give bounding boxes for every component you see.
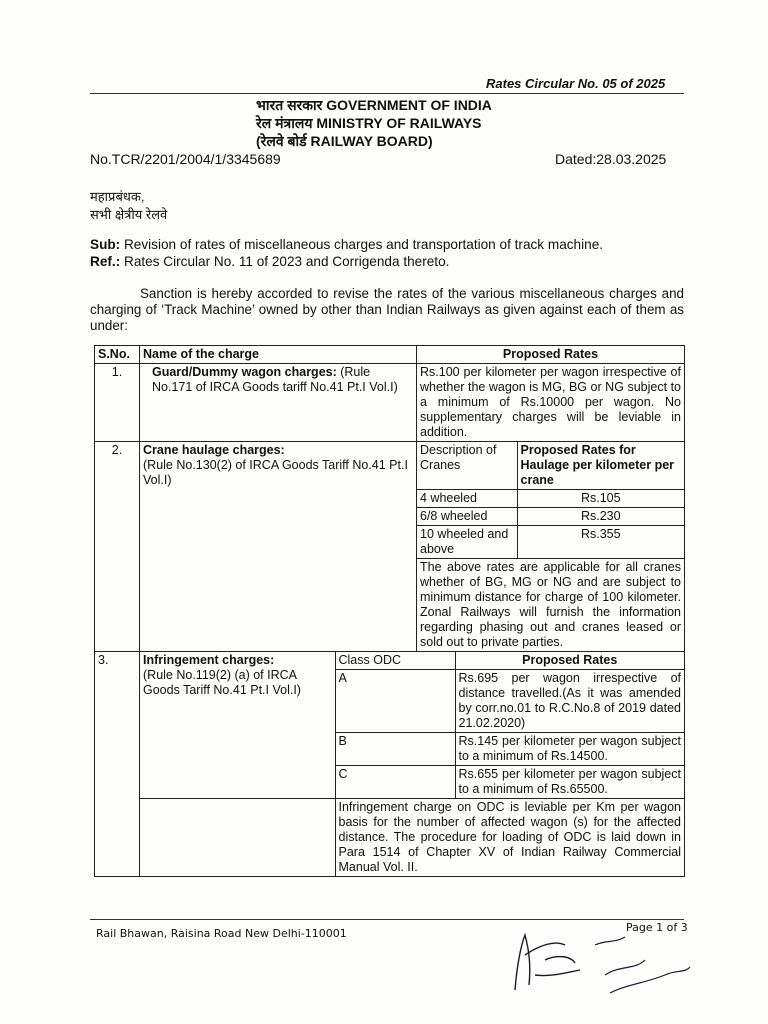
header-rule <box>90 93 684 94</box>
table-row <box>95 364 685 442</box>
date: Dated:28.03.2025 <box>555 151 667 167</box>
row3-name <box>140 652 335 799</box>
government-line: भारत सरकार GOVERNMENT OF INDIA <box>256 97 492 113</box>
row2-name <box>140 442 417 652</box>
table-row <box>95 652 685 877</box>
odc-class: C <box>335 766 455 799</box>
header-name: Name of the charge <box>140 346 417 364</box>
subject-line <box>90 237 684 252</box>
reference-text: Rates Circular No. 11 of 2023 and Corrigenda thereto. <box>120 254 450 269</box>
header-rates: Proposed Rates <box>417 346 685 364</box>
addressee-line-1: महाप्रबंधक, <box>90 189 145 204</box>
row1-sno: 1. <box>95 364 140 442</box>
row2-name-rest: (Rule No.130(2) of IRCA Goods Tariff No.41 Pt.I Vol.I) <box>143 458 408 487</box>
row2-sno: 2. <box>95 442 140 652</box>
addressee-line-2: सभी क्षेत्रीय रेलवे <box>90 207 168 222</box>
row3-content <box>140 652 685 877</box>
odc-rate: Rs.145 per kilometer per wagon subject to a minimum of Rs.14500. <box>455 733 684 766</box>
odc-class: A <box>335 670 455 733</box>
ministry-line: रेल मंत्रालय MINISTRY OF RAILWAYS <box>256 115 482 131</box>
reference-number: No.TCR/2201/2004/1/3345689 <box>90 151 281 167</box>
row2-rates <box>417 442 685 652</box>
charges-table <box>94 345 685 877</box>
row3-name-bold: Infringement charges: <box>143 653 275 667</box>
signature-initials <box>495 915 715 1005</box>
row1-name <box>140 364 417 442</box>
circular-number: Rates Circular No. 05 of 2025 <box>486 76 666 91</box>
row2-name-bold: Crane haulage charges: <box>143 443 285 457</box>
crane-rate: Rs.355 <box>517 526 684 559</box>
odc-class-header: Class ODC <box>335 652 455 670</box>
subject-text: Revision of rates of miscellaneous charges and transportation of track machine. <box>120 237 604 252</box>
crane-rate-header: Proposed Rates for Haulage per kilometer per crane <box>517 442 684 490</box>
odc-note-row <box>140 799 684 877</box>
reference-label: Ref.: <box>90 254 121 269</box>
row1-name-rest: (Rule No.171 of IRCA Goods tariff No.41 Pt.I Vol.I) <box>152 365 398 394</box>
crane-note: The above rates are applicable for all cranes whether of BG, MG or NG and are subject to minimum distance for charge of 100 kilometer. Zonal Railways will furnish the information regarding phasing out and cranes leased or sold out to private parties. <box>417 559 684 652</box>
odc-rate: Rs.695 per wagon irrespective of distance travelled.(As it was amended by corr.no.01 to R.C.No.8 of 2019 dated 21.02.2020) <box>455 670 684 733</box>
crane-rate: Rs.230 <box>517 508 684 526</box>
crane-desc: 6/8 wheeled <box>417 508 517 526</box>
subject-label: Sub: <box>90 237 121 252</box>
header-sno: S.No. <box>95 346 140 364</box>
odc-rates-header: Proposed Rates <box>455 652 684 670</box>
reference-line <box>90 254 684 269</box>
odc-note: Infringement charge on ODC is leviable per Km per wagon basis for the number of affected wagon (s) for the affected distance. The procedure for loading of ODC is laid down in Para 1514 of Chapter XV of Indian Railway Commercial Manual Vol. II. <box>335 799 684 877</box>
row3-name-rest: (Rule No.119(2) (a) of IRCA Goods Tariff No.41 Pt.I Vol.I) <box>143 668 301 697</box>
crane-note-row <box>417 559 684 652</box>
crane-rates-table <box>417 442 684 651</box>
odc-rate: Rs.655 per kilometer per wagon subject to a minimum of Rs.65500. <box>455 766 684 799</box>
infringement-table <box>140 652 684 876</box>
row3-sno: 3. <box>95 652 140 877</box>
table-row <box>417 508 684 526</box>
page-number: Page 1 of 3 <box>626 921 688 934</box>
infringement-header-row <box>140 652 684 670</box>
crane-header-row <box>417 442 684 490</box>
crane-desc-header: Description of Cranes <box>417 442 517 490</box>
row1-rate: Rs.100 per kilometer per wagon irrespective of whether the wagon is MG, BG or NG subject to a minimum of Rs.10000 per wagon. No supplementary charges will be leviable in addition. <box>417 364 685 442</box>
crane-desc: 4 wheeled <box>417 490 517 508</box>
crane-desc: 10 wheeled and above <box>417 526 517 559</box>
crane-rate: Rs.105 <box>517 490 684 508</box>
intro-paragraph: Sanction is hereby accorded to revise the rates of the various miscellaneous charges and charging of ‘Track Machine’ owned by other than Indian Railways as given against each of them as under: <box>90 286 684 333</box>
odc-class: B <box>335 733 455 766</box>
table-row <box>95 442 685 652</box>
row1-name-bold: Guard/Dummy wagon charges: <box>152 365 337 379</box>
table-row <box>417 490 684 508</box>
railway-board-line: (रेलवे बोर्ड RAILWAY BOARD) <box>256 133 433 149</box>
table-header-row <box>95 346 685 364</box>
footer-address: Rail Bhawan, Raisina Road New Delhi-110001 <box>96 927 347 940</box>
table-row <box>417 526 684 559</box>
